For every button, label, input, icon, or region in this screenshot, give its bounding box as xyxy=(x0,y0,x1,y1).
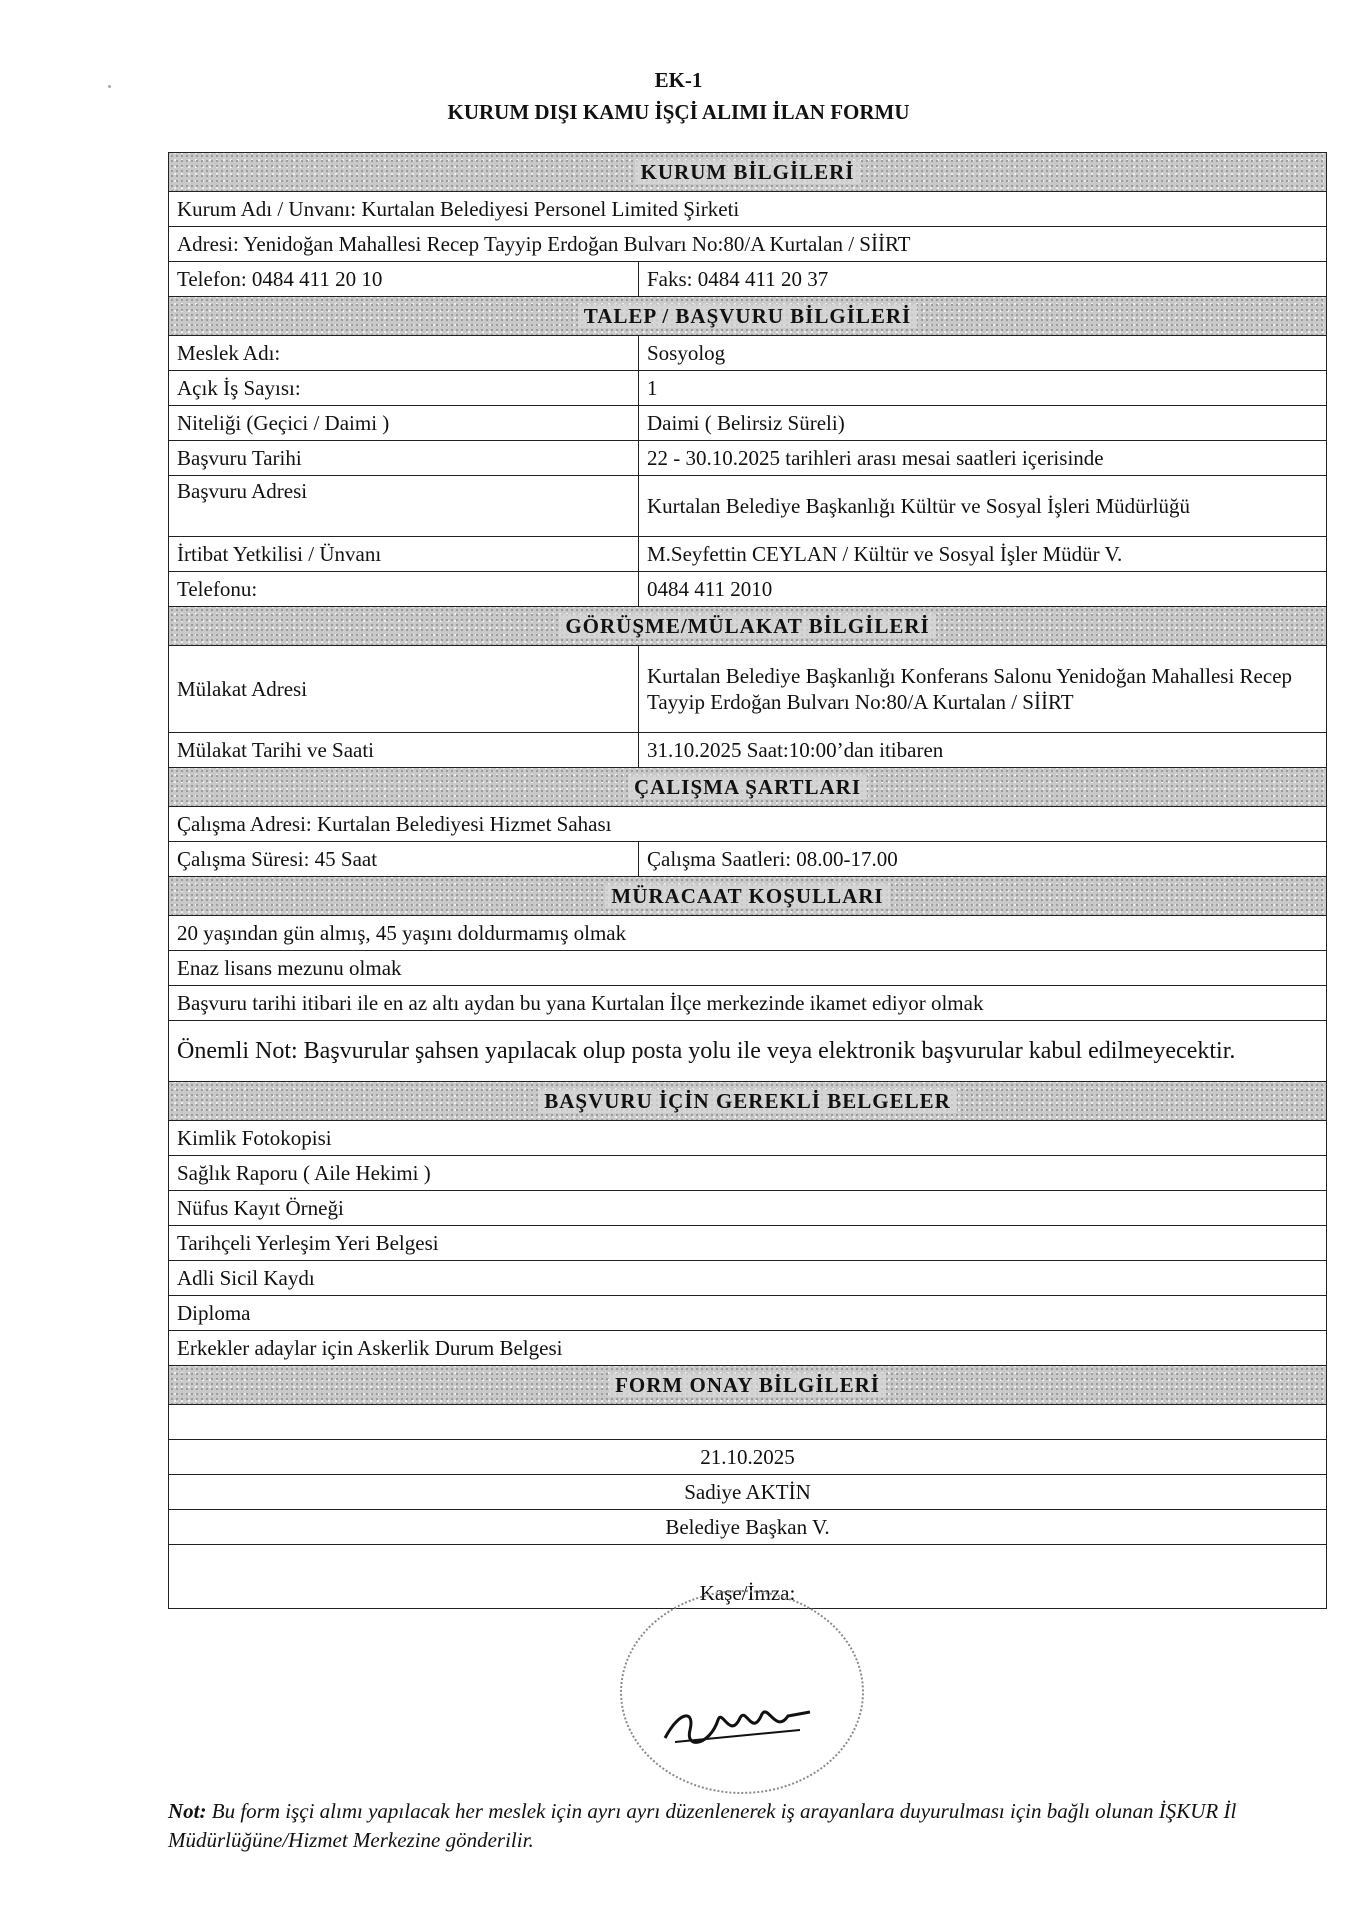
section-header-belgeler: BAŞVURU İÇİN GEREKLİ BELGELER xyxy=(169,1082,1327,1121)
field-value: 1 xyxy=(639,371,1327,406)
field-label: Telefonu: xyxy=(169,572,639,607)
annex-label: EK-1 xyxy=(654,68,703,92)
approval-blank-row xyxy=(169,1405,1327,1440)
condition-item: Başvuru tarihi itibari ile en az altı aydan bu yana Kurtalan İlçe merkezinde ikamet ediyor olmak xyxy=(169,986,1327,1021)
field-label: Başvuru Adresi xyxy=(169,476,639,537)
approval-date: 21.10.2025 xyxy=(169,1440,1327,1475)
field-label: Başvuru Tarihi xyxy=(169,441,639,476)
document-item: Kimlik Fotokopisi xyxy=(169,1121,1327,1156)
field-label: İrtibat Yetkilisi / Ünvanı xyxy=(169,537,639,572)
section-header-talep: TALEP / BAŞVURU BİLGİLERİ xyxy=(169,297,1327,336)
document-item: Erkekler adaylar için Askerlik Durum Belgesi xyxy=(169,1331,1327,1366)
interview-date-value: 31.10.2025 Saat:10:00’dan itibaren xyxy=(639,733,1327,768)
announcement-form-table xyxy=(168,152,1327,1609)
note-text: Bu form işçi alımı yapılacak her meslek için ayrı ayrı düzenlenerek iş arayanlara duyurulması için bağlı olunan İŞKUR İl Müdürlüğüne/Hizmet Merkezine gönderilir. xyxy=(168,1799,1237,1853)
field-value: Kurtalan Belediye Başkanlığı Kültür ve Sosyal İşleri Müdürlüğü xyxy=(639,476,1327,537)
note-prefix: Not: xyxy=(168,1799,207,1823)
official-stamp xyxy=(620,1590,864,1794)
field-label: Niteliği (Geçici / Daimi ) xyxy=(169,406,639,441)
document-item: Nüfus Kayıt Örneği xyxy=(169,1191,1327,1226)
section-header-mulakat: GÖRÜŞME/MÜLAKAT BİLGİLERİ xyxy=(169,607,1327,646)
condition-item: Enaz lisans mezunu olmak xyxy=(169,951,1327,986)
institution-fax: Faks: 0484 411 20 37 xyxy=(639,262,1327,297)
condition-item: 20 yaşından gün almış, 45 yaşını doldurmamış olmak xyxy=(169,916,1327,951)
footer-note xyxy=(168,1797,1318,1856)
document-item: Sağlık Raporu ( Aile Hekimi ) xyxy=(169,1156,1327,1191)
work-hours: Çalışma Saatleri: 08.00-17.00 xyxy=(639,842,1327,877)
institution-address: Adresi: Yenidoğan Mahallesi Recep Tayyip Erdoğan Bulvarı No:80/A Kurtalan / SİİRT xyxy=(169,227,1327,262)
institution-phone: Telefon: 0484 411 20 10 xyxy=(169,262,639,297)
interview-date-label: Mülakat Tarihi ve Saati xyxy=(169,733,639,768)
interview-address-value: Kurtalan Belediye Başkanlığı Konferans Salonu Yenidoğan Mahallesi Recep Tayyip Erdoğan Bulvarı No:80/A Kurtalan / SİİRT xyxy=(639,646,1327,733)
document-item: Adli Sicil Kaydı xyxy=(169,1261,1327,1296)
field-value: M.Seyfettin CEYLAN / Kültür ve Sosyal İşler Müdür V. xyxy=(639,537,1327,572)
section-header-muracaat: MÜRACAAT KOŞULLARI xyxy=(169,877,1327,916)
field-value: Sosyolog xyxy=(639,336,1327,371)
approval-name: Sadiye AKTİN xyxy=(169,1475,1327,1510)
document-item: Diploma xyxy=(169,1296,1327,1331)
approval-stamp-label: Kaşe/İmza: xyxy=(169,1545,1327,1609)
section-header-onay: FORM ONAY BİLGİLERİ xyxy=(169,1366,1327,1405)
important-note: Önemli Not: Başvurular şahsen yapılacak olup posta yolu ile veya elektronik başvurular kabul edilmeyecektir. xyxy=(169,1021,1327,1082)
institution-name: Kurum Adı / Unvanı: Kurtalan Belediyesi Personel Limited Şirketi xyxy=(169,192,1327,227)
work-duration: Çalışma Süresi: 45 Saat xyxy=(169,842,639,877)
form-title: KURUM DIŞI KAMU İŞÇİ ALIMI İLAN FORMU xyxy=(447,100,910,124)
field-value: 0484 411 2010 xyxy=(639,572,1327,607)
approval-title: Belediye Başkan V. xyxy=(169,1510,1327,1545)
field-value: 22 - 30.10.2025 tarihleri arası mesai saatleri içerisinde xyxy=(639,441,1327,476)
field-label: Açık İş Sayısı: xyxy=(169,371,639,406)
work-address: Çalışma Adresi: Kurtalan Belediyesi Hizmet Sahası xyxy=(169,807,1327,842)
field-value: Daimi ( Belirsiz Süreli) xyxy=(639,406,1327,441)
interview-address-label: Mülakat Adresi xyxy=(169,646,639,733)
document-item: Tarihçeli Yerleşim Yeri Belgesi xyxy=(169,1226,1327,1261)
section-header-calisma: ÇALIŞMA ŞARTLARI xyxy=(169,768,1327,807)
section-header-kurum: KURUM BİLGİLERİ xyxy=(169,153,1327,192)
signature-mark xyxy=(660,1700,820,1750)
field-label: Meslek Adı: xyxy=(169,336,639,371)
